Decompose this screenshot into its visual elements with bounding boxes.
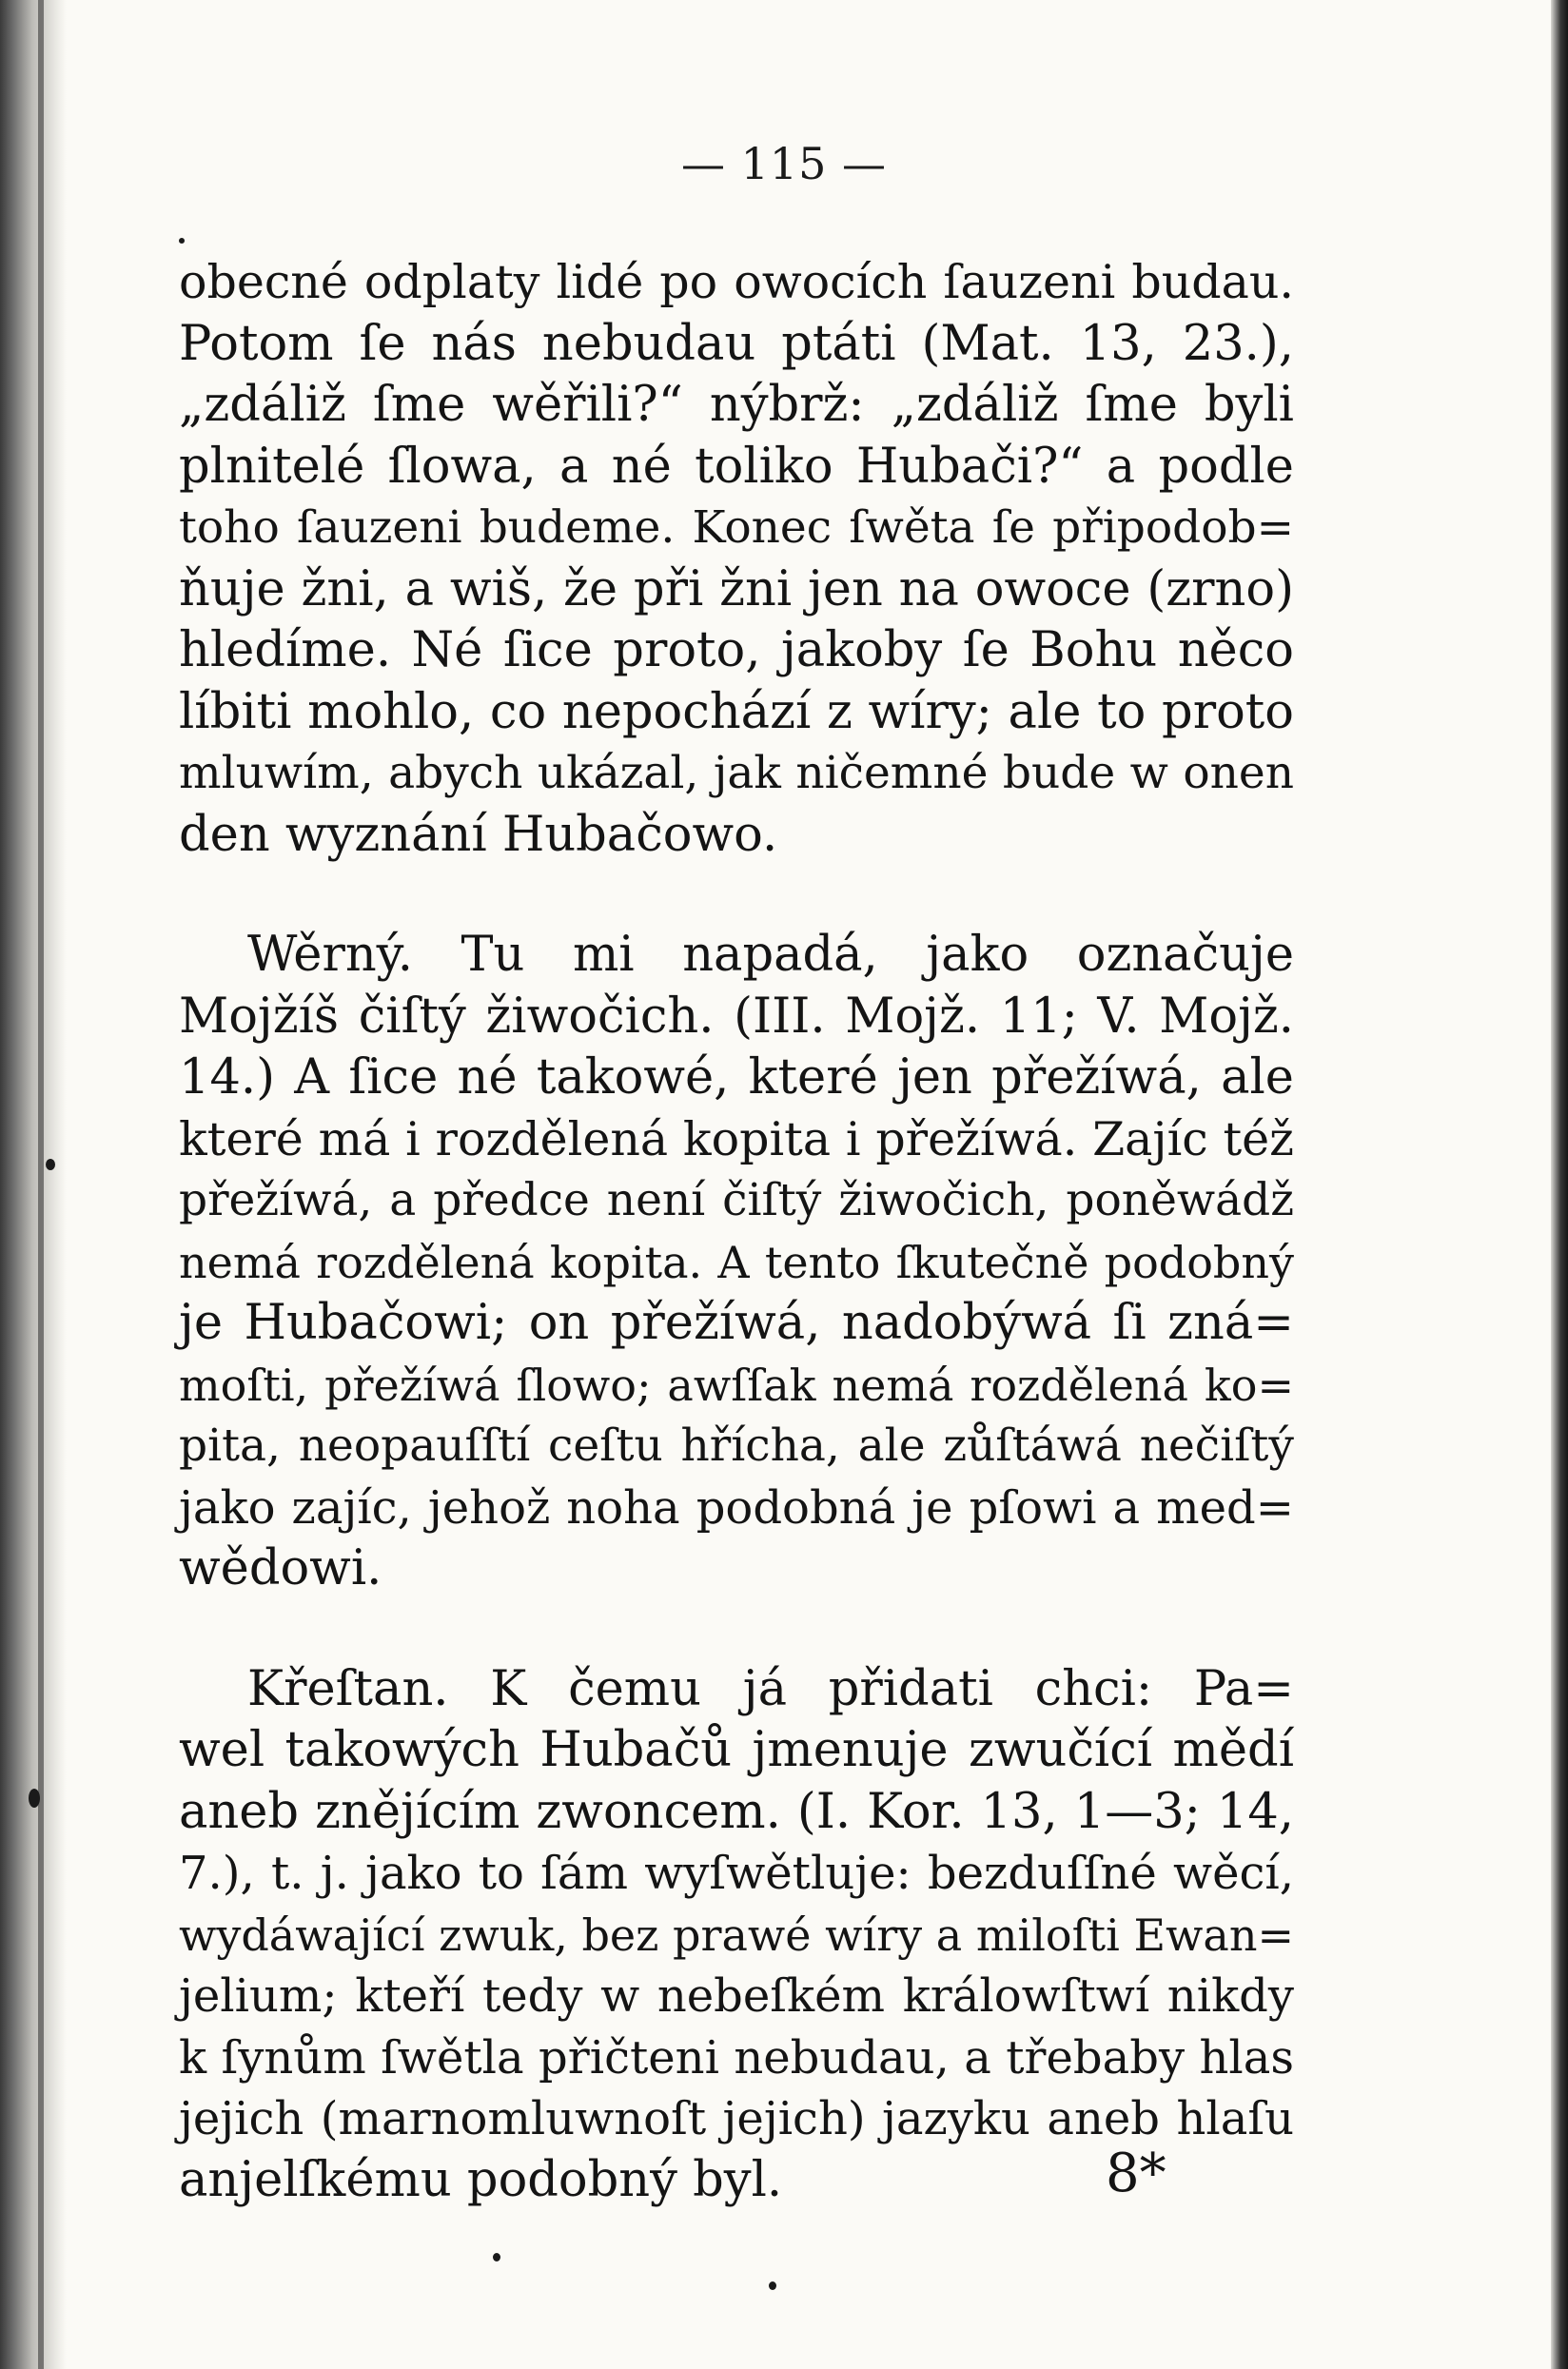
binding-gutter bbox=[0, 0, 67, 2369]
text-line: den wyznání Hubačowo. bbox=[179, 806, 778, 863]
page-edge bbox=[1551, 0, 1568, 2369]
text-line: Křeſtan. K čemu já přidati chci: Pa= bbox=[247, 1660, 1294, 1717]
paragraph bbox=[179, 925, 1294, 1600]
text-line: aneb znějícím zwoncem. (I. Kor. 13, 1—3; 14, bbox=[179, 1783, 1294, 1840]
text-line: wydáwající zwuk, bez prawé wíry a miloſti Ewan= bbox=[179, 1909, 1294, 1961]
paragraph-gap bbox=[179, 1600, 1294, 1659]
ink-speck bbox=[29, 1789, 40, 1808]
paragraph-gap bbox=[179, 866, 1294, 925]
text-line: plnitelé ſlowa, a né toliko Hubači?“ a podle bbox=[179, 438, 1294, 495]
text-line: Potom ſe nás nebudau ptáti (Mat. 13, 23.), bbox=[179, 315, 1294, 372]
text-line: je Hubačowi; on přežíwá, nadobýwá ſi zná= bbox=[179, 1295, 1294, 1351]
text-line: líbiti mohlo, co nepochází z wíry; ale to proto bbox=[179, 683, 1294, 740]
text-line: anjelſkému podobný byl. bbox=[179, 2151, 783, 2208]
text-line: k ſynům ſwětla přičteni nebudau, a třebaby hlas bbox=[179, 2030, 1294, 2085]
text-line: hledíme. Né ſice proto, jakoby ſe Bohu něco bbox=[179, 622, 1294, 678]
text-line: obecné odplaty lidé po owocích ſauzeni budau. bbox=[179, 255, 1294, 309]
text-line: nemá rozdělená kopita. A tento ſkutečně podobný bbox=[179, 1236, 1294, 1288]
paragraph bbox=[179, 1659, 1294, 2212]
text-line: wel takowých Hubačů jmenuje zwučící mědí bbox=[179, 1722, 1294, 1778]
signature-mark: 8* bbox=[1106, 2143, 1166, 2204]
text-line: Wěrný. Tu mi napadá, jako označuje bbox=[247, 927, 1294, 983]
text-line: 7.), t. j. jako to ſám wyſwětluje: bezduſſné wěcí, bbox=[179, 1847, 1294, 1900]
ink-speck bbox=[769, 2281, 776, 2290]
text-line: Mojžíš čiſtý žiwočich. (III. Mojž. 11; V. Mojž. bbox=[179, 988, 1294, 1045]
text-line: pita, neopauſſtí ceſtu hřícha, ale zůſtáwá nečiſtý bbox=[179, 1419, 1294, 1472]
ink-speck bbox=[493, 2253, 500, 2261]
text-line: které má i rozdělená kopita i přežíwá. Zajíc též bbox=[179, 1111, 1294, 1166]
body-text bbox=[179, 252, 1294, 2211]
page-number: — 115 — bbox=[680, 138, 888, 189]
text-line: toho ſauzeni budeme. Konec ſwěta ſe připodob= bbox=[179, 501, 1294, 554]
text-line: jako zajíc, jehož noha podobná je pſowi a med= bbox=[179, 1480, 1294, 1535]
text-line: mluwím, abych ukázal, jak ničemné bude w onen bbox=[179, 747, 1294, 799]
text-line: moſti, přežíwá ſlowo; awſſak nemá rozdělená ko= bbox=[179, 1359, 1294, 1411]
text-line: přežíwá, a předce není čiſtý žiwočich, poněwádž bbox=[179, 1174, 1294, 1226]
text-line: jelium; kteří tedy w nebeſkém králowſtwí nikdy bbox=[179, 1969, 1294, 2023]
text-line: ňuje žni, a wiš, že při žni jen na owoce (zrno) bbox=[179, 560, 1294, 617]
text-line: jejich (marnomluwnoſt jejich) jazyku aneb hlaſu bbox=[179, 2092, 1294, 2145]
text-line: „zdáliž ſme wěřili?“ nýbrž: „zdáliž ſme byli bbox=[179, 377, 1294, 433]
text-line: 14.) A ſice né takowé, které jen přežíwá, ale bbox=[179, 1049, 1294, 1106]
ink-speck bbox=[179, 238, 185, 244]
binding-shadow-line bbox=[38, 0, 44, 2369]
ink-speck bbox=[46, 1159, 55, 1170]
paragraph bbox=[179, 252, 1294, 866]
text-line: wědowi. bbox=[179, 1540, 382, 1596]
